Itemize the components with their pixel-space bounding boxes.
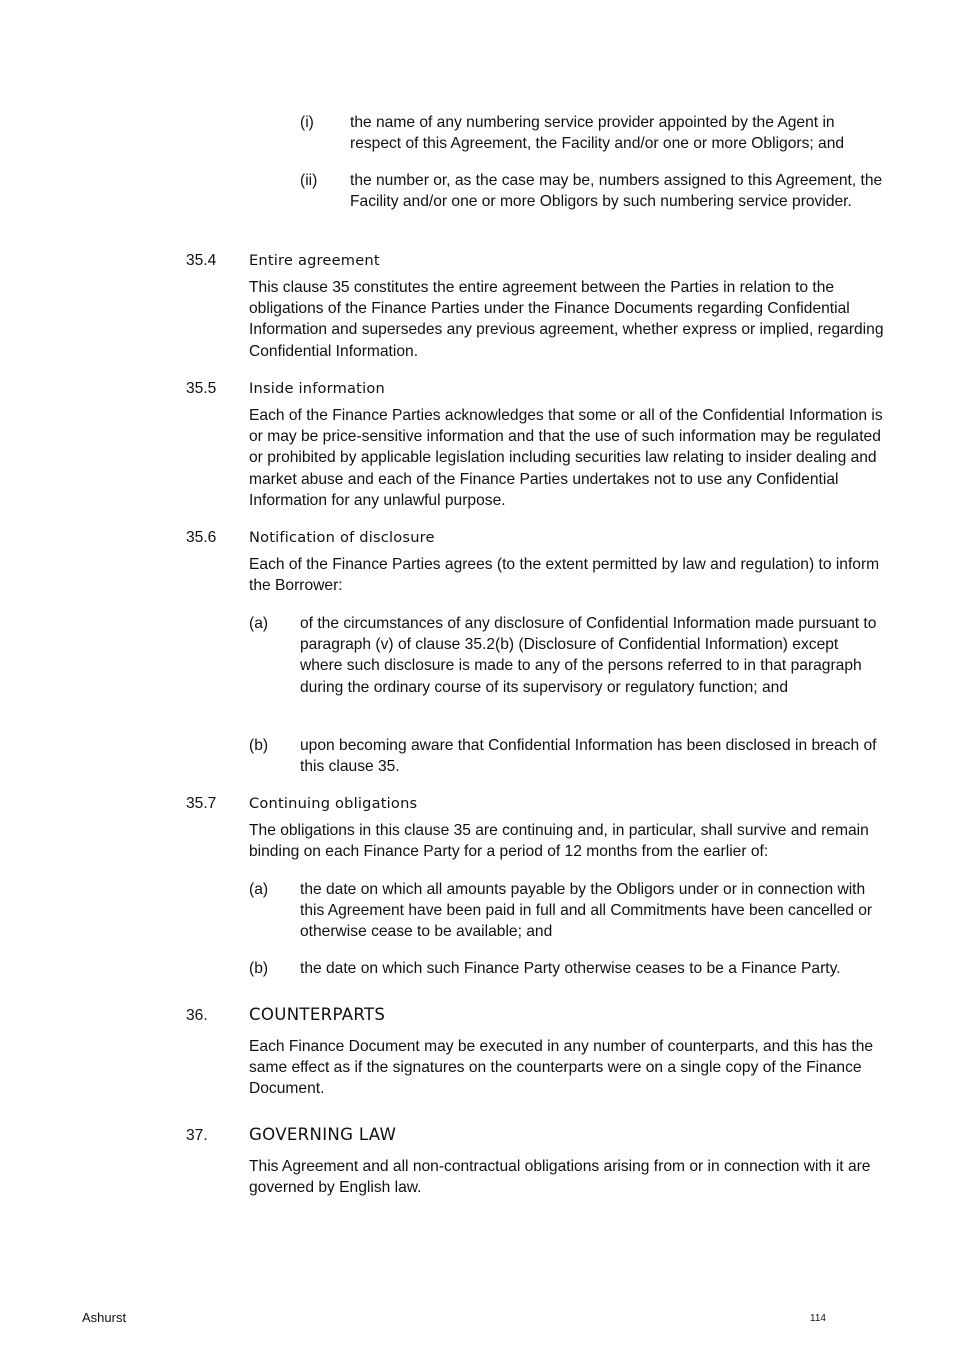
list-label: (b) <box>249 737 269 754</box>
section-body: Each Finance Document may be executed in any number of counterparts, and this has the same effect as if the signatures on the counterparts were on a single copy of the Finance Document. <box>249 1038 874 1098</box>
list-item-text: of the circumstances of any disclosure of Confidential Information made pursuant to paragraph (v) of clause 35.2(b) (Disclosure of Confidential Information) except where such disclosure is made to any of the persons referred to in that paragraph during the ordinary course of its supervisory or regulatory function; and <box>300 615 877 696</box>
section-body: This clause 35 constitutes the entire agreement between the Parties in relation to the obligations of the Finance Parties under the Finance Documents regarding Confidential Information and supersedes any previous agreement, whether express or implied, regarding Confidential Information. <box>249 279 884 360</box>
list-label: (a) <box>249 881 269 898</box>
section-number: 37. <box>186 1127 208 1144</box>
section-heading: Inside information <box>249 380 385 397</box>
section-body: The obligations in this clause 35 are continuing and, in particular, shall survive and remain binding on each Finance Party for a period of 12 months from the earlier of: <box>249 822 869 861</box>
section-heading: Entire agreement <box>249 252 380 269</box>
list-label: (i) <box>300 114 314 131</box>
section-number: 35.6 <box>186 529 217 546</box>
list-label: (b) <box>249 960 269 977</box>
section-heading: COUNTERPARTS <box>249 1005 386 1024</box>
section-body: Each of the Finance Parties acknowledges that some or all of the Confidential Information is or may be price-sensitive information and that the use of such information may be regulated or prohibited by applicable legislation including securities law relating to insider dealing and market abuse and each of the Finance Parties undertakes not to use any Confidential Information for any unlawful purpose. <box>249 407 883 509</box>
list-label: (ii) <box>300 172 318 189</box>
list-label: (a) <box>249 615 269 632</box>
list-item-text: the number or, as the case may be, numbers assigned to this Agreement, the Facility and/or one or more Obligors by such numbering service provider. <box>350 172 883 211</box>
list-item-text: the date on which such Finance Party otherwise ceases to be a Finance Party. <box>300 960 841 977</box>
footer-firm: Ashurst <box>82 1310 127 1325</box>
section-number: 35.5 <box>186 380 217 397</box>
section-number: 36. <box>186 1007 208 1024</box>
section-heading: Notification of disclosure <box>249 529 435 546</box>
section-number: 35.7 <box>186 795 217 812</box>
list-item-text: the date on which all amounts payable by the Obligors under or in connection with this Agreement have been paid in full and all Commitments have been cancelled or otherwise cease to be available; and <box>300 881 873 941</box>
list-item-text: the name of any numbering service provider appointed by the Agent in respect of this Agreement, the Facility and/or one or more Obligors; and <box>350 114 845 153</box>
section-body: Each of the Finance Parties agrees (to the extent permitted by law and regulation) to inform the Borrower: <box>249 556 880 595</box>
section-heading: Continuing obligations <box>249 795 418 812</box>
section-number: 35.4 <box>186 252 217 269</box>
list-item-text: upon becoming aware that Confidential Information has been disclosed in breach of this clause 35. <box>300 737 877 776</box>
section-body: This Agreement and all non-contractual obligations arising from or in connection with it are governed by English law. <box>249 1158 871 1197</box>
section-heading: GOVERNING LAW <box>249 1125 397 1144</box>
page-number: 114 <box>810 1313 826 1324</box>
